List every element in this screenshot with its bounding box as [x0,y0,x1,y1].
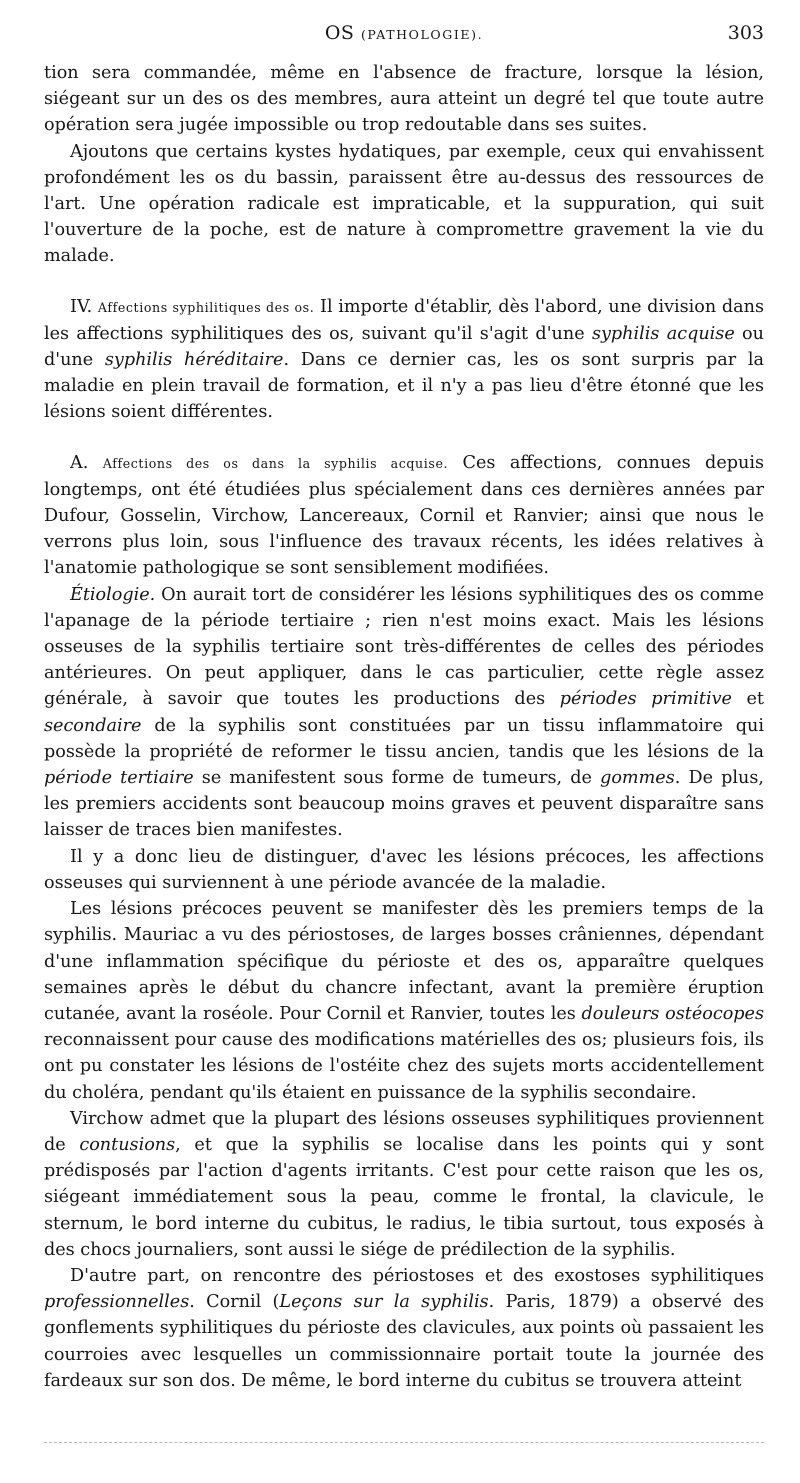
italic-phrase: Leçons sur la syphilis [279,1292,489,1313]
running-title [44,20,764,48]
italic-phrase: Étiologie. [70,584,156,605]
italic-phrase: professionnelles [44,1292,190,1313]
section-a-heading-paragraph [44,450,764,582]
paragraph-distinguer [44,844,764,896]
text-run: Il y a donc lieu de distinguer, d'avec les lésions précoces, les affections osseuses qui surviennent à une période avancée de la maladie. [44,846,764,893]
text-run: IV. [70,296,98,317]
text-run: , et que la syphilis se localise dans les points qui y sont prédisposés par l'action d'agents irritants. C'est pour cette raison que les os, siégeant immédiatement sous la peau, comme le frontal, la clavicule, le sternum, le bord interne du cubitus, le radius, le tibia surtout, tous exposés à des chocs journaliers, sont aussi le siége de prédilection de la syphilis. [44,1134,764,1260]
page-number: 303 [727,22,764,44]
body-text [44,60,764,1394]
bottom-scan-rule [44,1442,764,1444]
italic-phrase: syphilis acquise [591,323,735,344]
italic-phrase: douleurs ostéocopes [581,1003,764,1024]
header-subtitle: (PATHOLOGIE). [360,27,484,42]
text-run: Il importe d'établir, dès l'abord, une division dans les affections syphilitiques des os, suivant qu'il s'agit d'une [44,296,765,344]
header-title: OS [324,22,355,44]
paragraph-lesions-precoces [44,896,764,1106]
paragraph-1 [44,60,764,139]
text-run: A. [70,452,103,473]
italic-phrase: syphilis héréditaire [104,350,284,371]
text-run: . Cornil ( [189,1292,280,1313]
running-header [44,20,764,46]
italic-phrase: contusions [79,1134,176,1155]
section-heading: Affections des os dans la syphilis acquise. [102,455,449,471]
book-page [44,0,764,1483]
text-run: Ajoutons que certains kystes hydatiques, par exemple, ceux qui envahissent profondément les os du bassin, paraissent être au-dessus des ressources de l'art. Une opération radicale est impraticable, et la suppuration, qui suit l'ouverture de la poche, est de nature à compromettre gravement la vie du malade. [44,141,764,267]
italic-phrase: gommes [600,768,675,789]
italic-phrase: secondaire [44,715,142,736]
text-run: . Dans ce dernier cas, les os sont surpris par la maladie en plein travail de formation, et il n'y a pas lieu d'être étonné que les lésions soient différentes. [44,350,764,423]
text-run: On aurait tort de considérer les lésions syphilitiques des os comme l'apanage de la période tertiaire ; rien n'est moins exact. Mais les lésions osseuses de la syphilis tertiaire sont très-différentes de celles des périodes antérieures. On peut appliquer, dans le cas particulier, cette règle assez générale, à savoir que toutes les productions des [44,584,764,710]
text-run: ou d'une [44,323,764,371]
etiologie-paragraph [44,582,764,844]
text-run: reconnaissent pour cause des modifications matérielles des os; plusieurs fois, ils ont pu constater les lésions de l'ostéite chez des sujets morts accidentellement du choléra, pendant qu'ils étaient en puissance de la syphilis secondaire. [44,1030,764,1103]
italic-phrase: périodes primitive [559,689,732,710]
text-run: se manifestent sous forme de tumeurs, de [193,768,601,789]
text-run: . Paris, 1879) a observé des gonflements syphilitiques du périoste des clavicules, aux points où passaient les courroies avec lesquelles un commissionnaire portait toute la journée des fardeaux sur son dos. De même, le bord interne du cubitus se trouvera atteint [44,1292,764,1391]
section-heading: Affections syphilitiques des os. [97,299,315,315]
text-run: . De plus, les premiers accidents sont beaucoup moins graves et peuvent disparaître sans laisser de traces bien manifestes. [44,768,764,841]
text-run: et [731,689,764,710]
italic-phrase: période tertiaire [44,768,194,789]
paragraph-professionnelles [44,1263,764,1394]
text-run: de la syphilis sont constituées par un tissu inflammatoire qui possède la propriété de reformer le tissu ancien, tandis que les lésions de la [44,715,764,762]
paragraph-2 [44,139,764,270]
paragraph-virchow [44,1106,764,1263]
text-run: Ces affections, connues depuis longtemps, ont été étudiées plus spécialement dans ces dernières années par Dufour, Gosselin, Virchow, Lancereaux, Cornil et Ranvier; ainsi que nous le verrons plus loin, sous l'influence des travaux récents, les idées relatives à l'anatomie pathologique se sont sensiblement modifiées. [44,452,764,579]
section-iv-heading-paragraph [44,294,764,426]
text-run: D'autre part, on rencontre des périostoses et des exostoses syphilitiques [70,1265,764,1286]
text-run: Virchow admet que la plupart des lésions osseuses syphilitiques proviennent de [44,1108,764,1155]
text-run: tion sera commandée, même en l'absence de fracture, lorsque la lésion, siégeant sur un des os des membres, aura atteint un degré tel que toute autre opération sera jugée impossible ou trop redoutable dans ses suites. [44,63,764,136]
text-run: Les lésions précoces peuvent se manifester dès les premiers temps de la syphilis. Mauriac a vu des périostoses, de larges bosses crâniennes, dépendant d'une inflammation spécifique du périoste et des os, apparaître quelques semaines après le début du chancre infectant, avant la première éruption cutanée, avant la roséole. Pour Cornil et Ranvier, toutes les [44,899,764,1024]
